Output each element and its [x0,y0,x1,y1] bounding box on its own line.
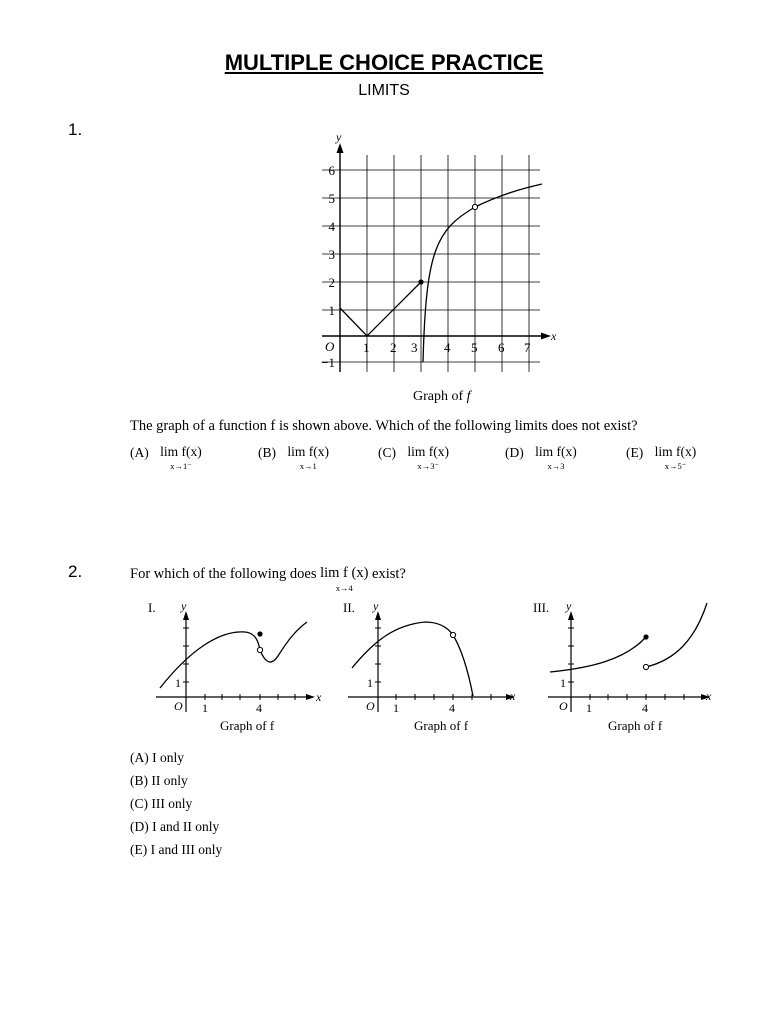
q1-x-tick: 5 [471,340,478,355]
graph-x-label: x [316,690,322,704]
q1-x-tick: 2 [390,340,397,355]
q1-y-tick: 1 [328,303,335,318]
q1-x-arrow [541,333,551,340]
q1-x-tick: 7 [524,340,531,355]
choice-limit: lim f(x) x→1⁻ [160,444,202,471]
graph-ticks [375,628,491,700]
q1-curve-left [340,282,421,336]
choice-limit: lim f(x) x→5⁻ [654,444,697,471]
graph-open-point [450,632,455,637]
choice-letter: (A) [130,445,149,460]
graph-xtick-1: 1 [202,701,208,715]
q1-prompt: The graph of a function f is shown above. Which of the following limits does not exist? [130,418,638,434]
graph-ytick-1: 1 [175,676,181,690]
question-2-number: 2. [68,562,83,581]
q2-answer-a[interactable]: (A) I only [130,750,184,765]
graph-open-point [257,647,262,652]
q2-prompt: For which of the following does lim f (x) x→4 exist? [130,565,406,593]
choice-letter: (D) [505,445,524,460]
q2-answer-b[interactable]: (B) II only [130,773,188,788]
q1-x-tick: 3 [411,340,418,355]
graph-closed-point [257,631,262,636]
q1-y-tick: −1 [321,355,335,370]
graph-ytick-1: 1 [560,676,566,690]
q1-grid [322,155,540,372]
q1-y-tick: 2 [328,275,335,290]
q1-y-tick: 3 [328,247,335,262]
q1-graph [300,128,570,408]
page-title: MULTIPLE CHOICE PRACTICE [224,50,544,75]
choice-letter: (B) [258,445,276,460]
q1-origin-label: O [325,339,335,354]
graph-x-label: x [706,689,712,703]
graph-x-arrow [306,694,315,700]
q1-y-tick: 6 [328,163,335,178]
q1-y-tick: 4 [328,219,335,234]
q1-x-ticks [363,340,531,355]
graph-roman-label: I. [148,600,156,615]
graph-roman-label: II. [343,600,355,615]
graph-closed-point [643,634,648,639]
q2-answer-c[interactable]: (C) III only [130,796,193,811]
q1-y-tick: 5 [328,191,335,206]
q1-closed-point [418,279,423,284]
graph-roman-label: III. [533,600,550,615]
choice-letter: (E) [626,445,644,460]
graph-origin: O [174,699,183,713]
q1-x-label: x [551,329,557,343]
q2-answer-d[interactable]: (D) I and II only [130,819,220,834]
q1-choice-e[interactable] [626,445,696,470]
choice-limit: lim f(x) x→3 [535,444,577,471]
graph-ticks [568,628,684,700]
q1-graph-caption: Graph of f [413,389,471,404]
graph-y-label: y [181,599,187,613]
q2-answer-e[interactable]: (E) I and III only [130,842,223,857]
graph-xtick-4: 4 [642,701,648,715]
graph-origin: O [559,699,568,713]
graph-xtick-1: 1 [586,701,592,715]
q1-x-tick: 6 [498,340,505,355]
graph-caption: Graph of f [608,718,663,733]
graph-curve [160,622,307,688]
graph-xtick-1: 1 [393,701,399,715]
q2-graph-iii [530,595,720,740]
graph-ytick-1: 1 [367,676,373,690]
q1-x-tick: 4 [444,340,451,355]
graph-x-label: x [510,689,516,703]
graph-origin: O [366,699,375,713]
graph-y-label: y [373,599,379,613]
q1-y-arrow [337,143,344,153]
q2-graph-ii [340,595,525,740]
q1-choice-b[interactable] [258,445,329,470]
choice-limit: lim f(x) x→1 [287,444,329,471]
choice-limit: lim f(x) x→3⁻ [407,444,449,471]
graph-caption: Graph of f [414,718,469,733]
graph-xtick-4: 4 [449,701,455,715]
q1-y-label: y [336,130,342,144]
q2-prompt-limit: lim f (x) x→4 [320,565,369,593]
q1-open-point [472,204,477,209]
choice-letter: (C) [378,445,396,460]
q2-answer-list [130,750,222,865]
graph-open-point [643,664,648,669]
page-subtitle: LIMITS [358,82,410,99]
graph-caption: Graph of f [220,718,275,733]
q1-choice-d[interactable] [505,445,577,470]
q1-x-tick: 1 [363,340,370,355]
q1-choice-a[interactable] [130,445,202,470]
graph-xtick-4: 4 [256,701,262,715]
graph-ticks [183,628,295,700]
q2-graph-i [140,595,340,740]
q1-choice-c[interactable] [378,445,449,470]
graph-y-label: y [566,599,572,613]
graph-curve-left [550,637,646,672]
graph-curve-right [646,603,707,667]
question-1-number: 1. [68,120,83,139]
